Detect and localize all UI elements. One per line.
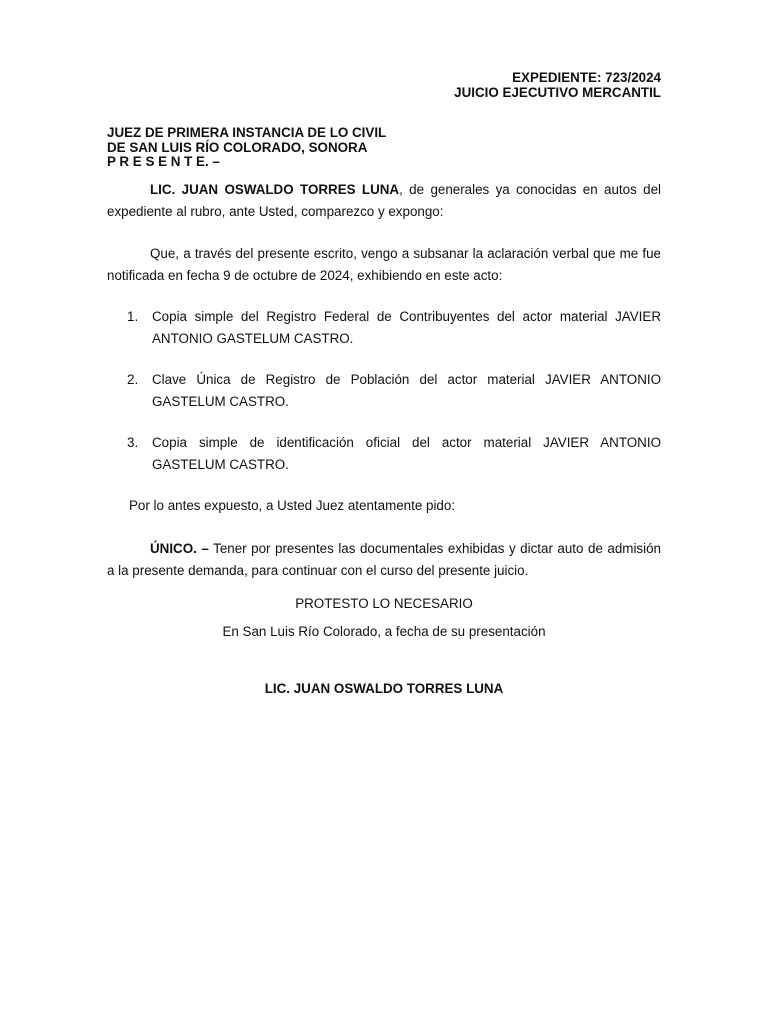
list-text: Copia simple del Registro Federal de Contribuyentes del actor material JAVIER ANTONIO GASTELUM CASTRO. — [152, 309, 661, 346]
list-number: 3. — [127, 435, 139, 450]
list-number: 1. — [127, 309, 139, 324]
case-number: EXPEDIENTE: 723/2024 — [512, 70, 661, 85]
petition-label: ÚNICO. – — [150, 541, 209, 556]
petition-paragraph — [107, 538, 661, 581]
list-text: Copia simple de identificación oficial del actor material JAVIER ANTONIO GASTELUM CASTRO. — [152, 435, 661, 472]
place-date-line: En San Luis Río Colorado, a fecha de su presentación — [222, 624, 546, 639]
case-header — [454, 70, 661, 100]
request-paragraph — [129, 495, 661, 517]
list-item — [127, 306, 661, 349]
case-type: JUICIO EJECUTIVO MERCANTIL — [454, 85, 661, 100]
list-item — [127, 369, 661, 412]
signature-name: LIC. JUAN OSWALDO TORRES LUNA — [264, 681, 504, 696]
list-number: 2. — [127, 372, 139, 387]
list-item — [127, 432, 661, 475]
body-text: Que, a través del presente escrito, vengo a subsanar la aclaración verbal que me fue notificada en fecha 9 de octubre de 2024, exhibiendo en este acto: — [107, 246, 661, 283]
addressee-line-3: P R E S E N T E. – — [107, 154, 220, 169]
addressee-line-2: DE SAN LUIS RÍO COLORADO, SONORA — [107, 139, 368, 155]
protesto-line: PROTESTO LO NECESARIO — [295, 596, 473, 611]
petition-text: Tener por presentes las documentales exhibidas y dictar auto de admisión a la presente demanda, para continuar con el curso del presente juicio. — [107, 541, 661, 578]
addressee-line-1: JUEZ DE PRIMERA INSTANCIA DE LO CIVIL — [107, 125, 387, 140]
request-text: Por lo antes expuesto, a Usted Juez atentamente pido: — [129, 498, 456, 513]
body-paragraph — [107, 243, 661, 286]
intro-paragraph — [107, 179, 661, 222]
addressee-block — [107, 126, 386, 170]
list-text: Clave Única de Registro de Población del actor material JAVIER ANTONIO GASTELUM CASTRO. — [152, 372, 661, 409]
intro-text: , de generales ya conocidas en autos del expediente al rubro, ante Usted, comparezco y expongo: — [107, 182, 661, 219]
petitioner-name: LIC. JUAN OSWALDO TORRES LUNA — [150, 182, 400, 197]
